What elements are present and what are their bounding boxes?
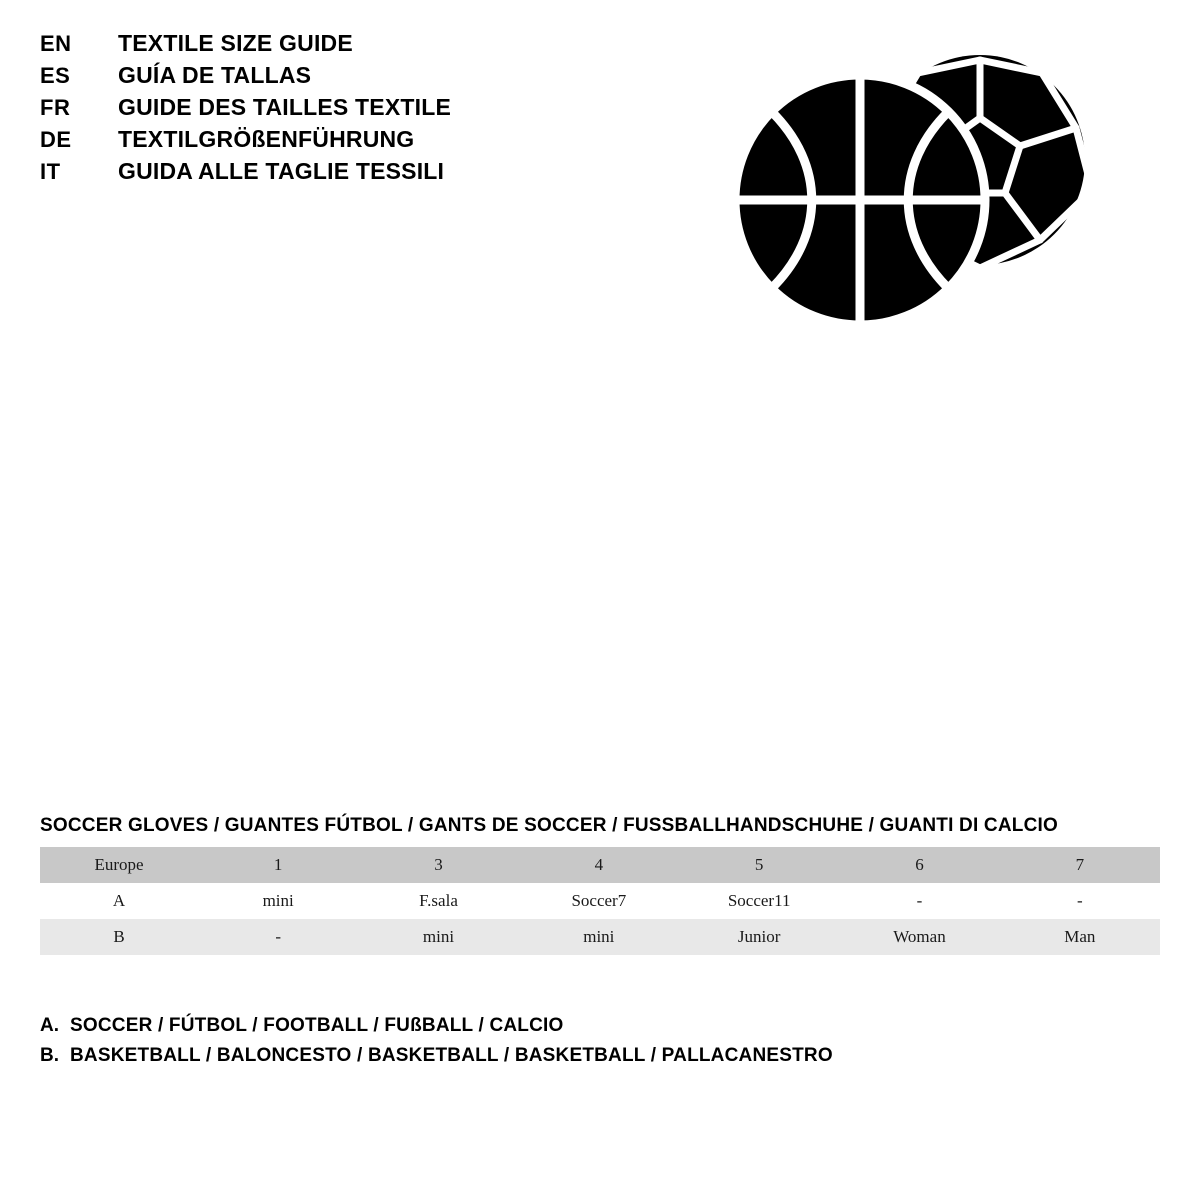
language-title-es: GUÍA DE TALLAS: [118, 62, 312, 88]
cell-b-7: Man: [1000, 919, 1160, 955]
language-title-fr: GUIDE DES TAILLES TEXTILE: [118, 94, 451, 120]
language-title-it: GUIDA ALLE TAGLIE TESSILI: [118, 158, 445, 184]
language-code-en: EN: [40, 31, 72, 56]
table-row: [40, 919, 1160, 955]
legend-row-a: [40, 1015, 1140, 1045]
cell-a-5: Soccer11: [679, 883, 839, 919]
language-code-de: DE: [40, 127, 72, 152]
language-title-de: TEXTILGRÖßENFÜHRUNG: [118, 126, 415, 152]
table-header-cell-5: 5: [679, 847, 839, 883]
language-row-de: [40, 126, 640, 158]
table-header-cell-region: Europe: [40, 847, 198, 883]
legend-text-a: SOCCER / FÚTBOL / FOOTBALL / FUßBALL / CALCIO: [70, 1015, 564, 1036]
size-table-title: SOCCER GLOVES / GUANTES FÚTBOL / GANTS DE SOCCER / FUSSBALLHANDSCHUHE / GUANTI DI CALCIO: [40, 815, 1058, 836]
language-row-fr: [40, 94, 640, 126]
cell-a-7: -: [1000, 883, 1160, 919]
table-header-cell-4: 4: [519, 847, 679, 883]
language-code-fr: FR: [40, 95, 71, 120]
cell-a-1: mini: [198, 883, 358, 919]
cell-a-6: -: [839, 883, 999, 919]
row-label-b: B: [40, 919, 198, 955]
table-row: [40, 883, 1160, 919]
legend-row-b: [40, 1045, 1140, 1075]
language-header-list: [40, 30, 640, 190]
language-code-it: IT: [40, 159, 61, 184]
table-header-row: [40, 847, 1160, 883]
cell-a-4: Soccer7: [519, 883, 679, 919]
cell-b-4: mini: [519, 919, 679, 955]
language-title-en: TEXTILE SIZE GUIDE: [118, 30, 353, 56]
sports-balls-illustration: [720, 40, 1100, 340]
legend-key-a: A.: [40, 1015, 59, 1036]
row-label-a: A: [40, 883, 198, 919]
cell-b-5: Junior: [679, 919, 839, 955]
language-row-en: [40, 30, 640, 62]
table-header-cell-3: 3: [358, 847, 518, 883]
cell-b-6: Woman: [839, 919, 999, 955]
cell-b-3: mini: [358, 919, 518, 955]
language-row-it: [40, 158, 640, 190]
basketball-icon: [735, 75, 985, 325]
size-table: [40, 847, 1160, 955]
legend: [40, 1015, 1140, 1075]
cell-a-3: F.sala: [358, 883, 518, 919]
table-header-cell-6: 6: [839, 847, 999, 883]
language-row-es: [40, 62, 640, 94]
language-code-es: ES: [40, 63, 71, 88]
table-header-cell-1: 1: [198, 847, 358, 883]
table-header-cell-7: 7: [1000, 847, 1160, 883]
cell-b-1: -: [198, 919, 358, 955]
soccer-gloves-size-section: [40, 815, 1160, 955]
legend-text-b: BASKETBALL / BALONCESTO / BASKETBALL / BASKETBALL / PALLACANESTRO: [70, 1045, 833, 1066]
legend-key-b: B.: [40, 1045, 59, 1066]
